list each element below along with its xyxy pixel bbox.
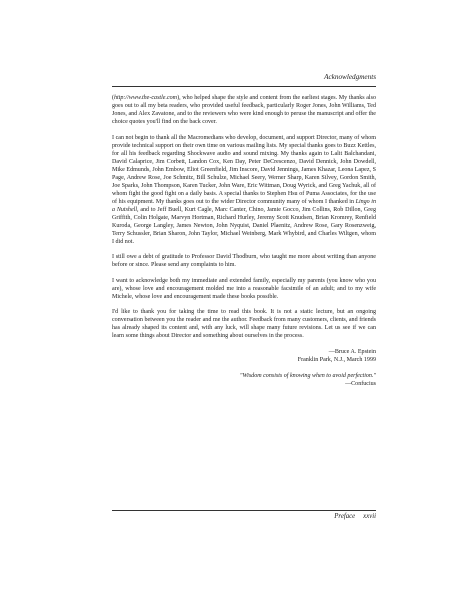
running-head: Acknowledgments (324, 73, 376, 81)
page-footer (334, 513, 376, 520)
epigraph-quote: "Wisdom consists of knowing when to avoid perfection." (239, 372, 376, 379)
paragraph: (http://www.the-castle.com), who helped shape the style and content from the earliest stages. My thanks also goes out to all my beta readers, who provided useful feedback, particularly Roger Jones, John Williams, Ted Jones, and Alex Zavatone, and to the reviewers who were kind enough to peruse the manuscript and offer the choice quotes you'll find on the back cover. (112, 95, 376, 125)
signature-name: —Bruce A. Epstein (328, 348, 376, 355)
paragraph: I'd like to thank you for taking the time to read this book. It is not a static lecture, but an ongoing conversation between you the reader and me the author. Feedback from many customers, clients, and friends has already shaped its content and, with any luck, will shape many future revisions. Let us see if we can learn some things about Director and something about ourselves in the process. (112, 309, 376, 339)
paragraph: I want to acknowledge both my immediate and extended family, especially my parents (you know who you are), whose love and encouragement molded me into a reasonable facsimile of an adult; and to my wife Michele, whose love and encouragement made these books possible. (112, 277, 376, 300)
paragraph: I still owe a debt of gratitude to Professor David Thodburn, who taught me more about writing than anyone before or since. Please send any complaints to him. (112, 254, 376, 268)
page-body (112, 94, 376, 388)
footer-rule (112, 510, 376, 511)
signature-place-date: Franklin Park, N.J., March 1999 (297, 356, 376, 363)
footer-section: Preface (334, 513, 356, 520)
emphasis-book-title: Lingo in a Nutshell (112, 198, 376, 213)
emphasis-url: http://www.the-castle.com (114, 95, 178, 101)
paragraph: I can not begin to thank all the Macromedians who develop, document, and support Director, many of whom provide technical support on their own time on various mailing lists. My special thanks goes to Buzz Kettles, for all his feedback regarding Shockwave audio and sound mixing. My thanks again to Lalit Balchandani, David Calaprice, Jim Corbett, Landon Cox, Ken Day, Peter DeCrescenzo, David Dennick, John Dowdell, Mike Edmunds, John Embow, Eliot Greenfield, Jim Inscore, David Jennings, James Khazar, Leona Lapez, S Page, Andrew Rose, Joe Schmitz, Bill Schulze, Michael Seery, Werner Sharp, Karen Silvey, Gordon Smith, Joe Sparks, John Thompson, Karen Tucker, John Ware, Eric Wittman, Doug Wyrick, and Greg Yachuk, all of whom fight the good fight on a daily basis. A special thanks to Stephen Hsu of Puma Associates, for the use of his equipment. My thanks goes out to the wider Director community many of whom I thanked in Lingo in a Nutshell, and to Jeff Buell, Kurt Cagle, Marc Canter, Chino, Jamie Gocco, Jim Collins, Rob Dillon, Greg Griffith, Colin Holgate, Marvyn Hortman, Richard Hurley, Jeremy Scott Knudsen, Brian Kromrey, Renfield Kuroda, George Langley, James Newton, John Nyquist, Daniel Plaenitz, Andrew Rose, Gary Rosenzweig, Terry Schussler, Brian Sharon, John Taylor, Michael Weinberg, Mark Whybird, and Charles Wiltgen, whom I did not. (112, 134, 376, 245)
header-rule (112, 86, 376, 87)
page-number: xxvii (363, 513, 376, 520)
epigraph-attribution: —Confucius (345, 380, 376, 387)
